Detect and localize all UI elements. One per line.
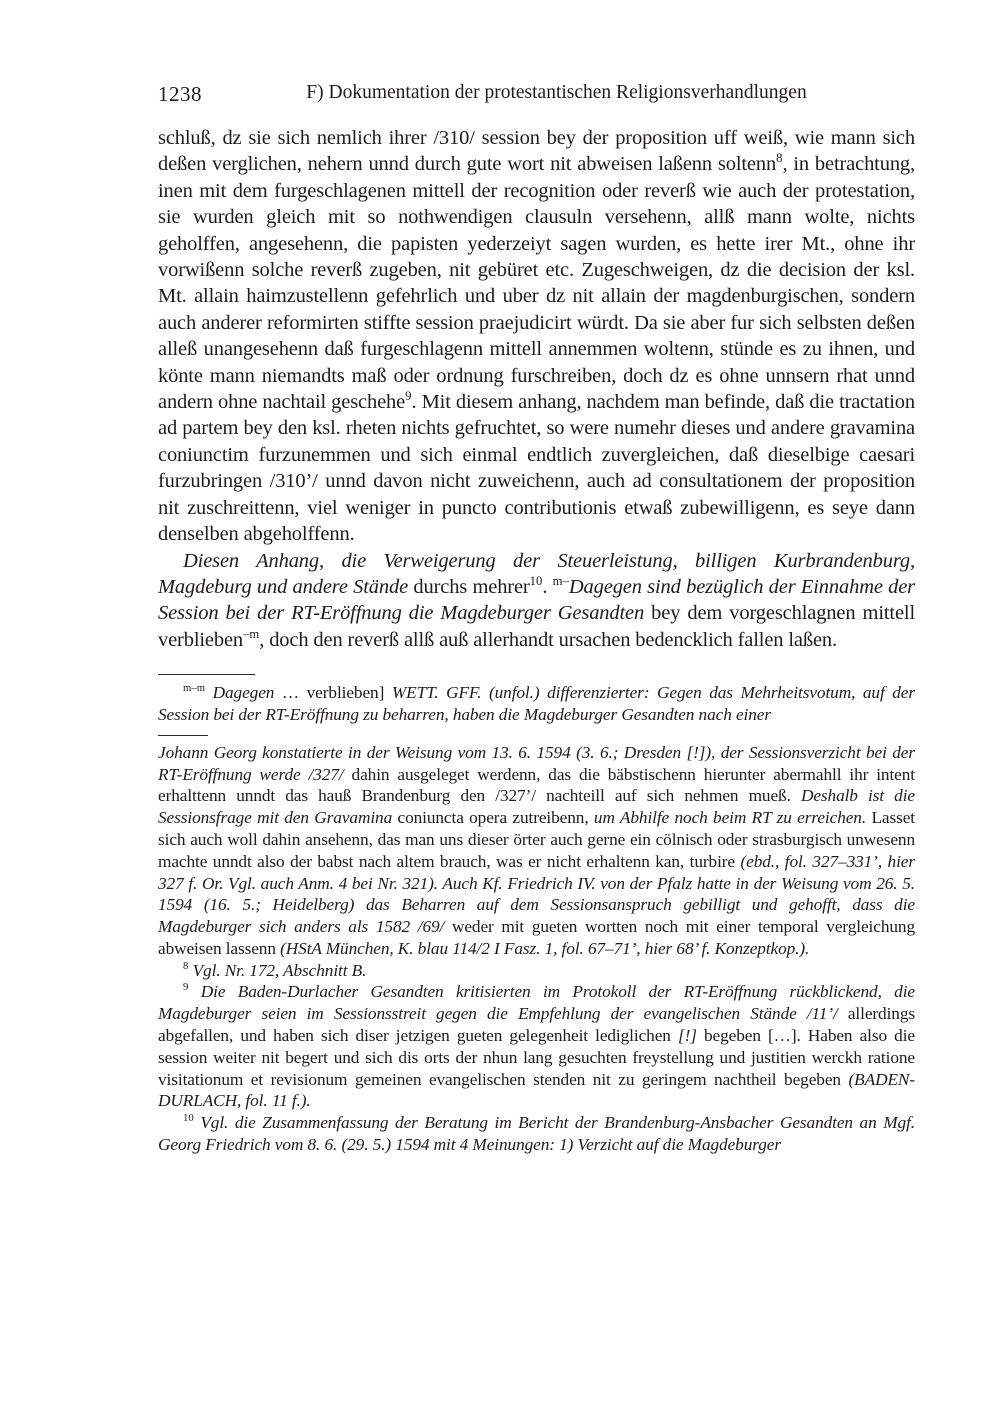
footnote-separator-rule	[158, 674, 255, 675]
page-header	[158, 82, 915, 106]
paragraph-main: schluß, dz sie sich nemlich ihrer /310/ session bey der proposition uff weiß, wie mann sich deßen verglichen, nehern unnd durch gute wort nit abweisen laßenn soltenn$^8$, in betrachtung, inen mit dem furgeschlagenen mittell der recognition oder reverß wie auch der protestation, sie wurden gleich mit so nothwendigen clausuln versehenn, allß mann wolte, nichts geholffen, angesehenn, die papisten yederzeiyt sagen wurden, es hette irer Mt., ohne ihr vorwißenn solche reverß zugeben, nit gebüret etc. Zugeschweigen, dz die decision der ksl. Mt. allain haimzustellenn gefehrlich und uber dz nit allain der magdenburgischen, sondern auch anderer reformirten stiffte session praejudicirt würdt. Da sie aber fur sich selbsten deßen alleß unangesehenn daß furgeschlagenn mittell annemmen woltenn, stünde es zu ihnen, und könte mann niemandts maß oder ordnung furschreiben, doch dz es ohne unnsern rhat unnd andern ohne nachtail geschehe$^9$. Mit diesem anhang, nachdem man befinde, daß die tractation ad partem bey den ksl. rheten nichts gefruchtet, so were numehr dieses und andere gravamina coniunctim furzunemmen und sich einmal endtlich zuvergleichen, daß dieselbige caesari furzubringen /310’/ unnd davon nicht zuweichenn, auch ad consultationem der proposition nit zuschreittenn, viel weniger in puncto contributionis etwaß zubewilligenn, es seye dann denselben abgeholffenn.	[158, 127, 915, 546]
main-text	[158, 125, 915, 653]
page-number: 1238	[158, 82, 202, 106]
footnotes-section	[158, 682, 915, 1156]
text-block	[158, 82, 915, 1156]
footnote-9: $^9$ Die Baden-Durlacher Gesandten kritisierten im Protokoll der RT-Eröffnung rückblickend, die Magdeburger seien im Sessionsstreit gegen die Empfehlung der evangelischen Stände /11’/ allerdings abgefallen, und haben sich diser jetzigen gueten gelegenheit lediglichen [!] begeben […]. Haben also die session weiter nit begert und sich dis orts der nhun lang gesuchten freystellung und justitien werckh ratione visitationum et revisionum gemeinen evangelischen stenden nit zu geringem nachtheil begeben (BADEN-DURLACH, fol. 11 f.).	[158, 981, 915, 1111]
footnote-variant-m: $^{m-m}$ Dagegen … verblieben] WETT. GFF. (unfol.) differenzierter: Gegen das Mehrheitsvotum, auf der Session bei der RT-Eröffnung zu beharren, haben die Magdeburger Gesandten nach einer	[158, 682, 915, 724]
footnote-8: $^8$ Vgl. Nr. 172, Abschnitt B.	[183, 959, 367, 980]
running-head: F) Dokumentation der protestantischen Religionsverhandlungen	[306, 82, 807, 103]
paragraph-editorial-summary: Diesen Anhang, die Verweigerung der Steuerleistung, billigen Kurbrandenburg, Magdeburg und andere Stände durchs mehrer$^{10}$. $^{m-}$Dagegen sind bezüglich der Einnahme der Session bei der RT-Eröffnung die Magdeburger Gesandten bey dem vorgeschlagnen mittell verblieben$^{-m}$, doch den reverß allß auß allerhandt ursachen bedencklich fallen laßen.	[158, 549, 916, 651]
footnote-continued-from-previous-page: Johann Georg konstatierte in der Weisung vom 13. 6. 1594 (3. 6.; Dresden [!]), der Sessionsverzicht bei der RT-Eröffnung werde /327/ dahin ausgeleget werdenn, das die bäbstischenn hierunter abermahll ihr intent erhalttenn unndt das hauß Brandenburg den /327’/ nachteill auf sich nehmen mueß. Deshalb ist die Sessionsfrage mit den Gravamina coniuncta opera zutreibenn, um Abhilfe noch beim RT zu erreichen. Lasset sich auch woll dahin ansehenn, das man uns dieser örter auch gerne ein cölnisch oder strasburgisch unwesenn machte unndt also der babst nach altem brauch, was er nicht erhaltenn kan, turbire (ebd., fol. 327–331’, hier 327 f. Or. Vgl. auch Anm. 4 bei Nr. 321). Auch Kf. Friedrich IV. von der Pfalz hatte in der Weisung vom 26. 5. 1594 (16. 5.; Heidelberg) das Beharren auf dem Sessionsanspruch gebilligt und gehofft, dass die Magdeburger sich anders als 1582 /69/ weder mit gueten wortten noch mit einer temporal vergleichung abweisen lassenn (HStA München, K. blau 114/2 I Fasz. 1, fol. 67–71’, hier 68’ f. Konzeptkop.).	[158, 742, 915, 958]
footnote-continuation-rule	[158, 735, 208, 736]
footnote-10: $^{10}$ Vgl. die Zusammenfassung der Beratung im Bericht der Brandenburg-Ansbacher Gesandten an Mgf. Georg Friedrich vom 8. 6. (29. 5.) 1594 mit 4 Meinungen: 1) Verzicht auf die Magdeburger	[158, 1112, 915, 1155]
